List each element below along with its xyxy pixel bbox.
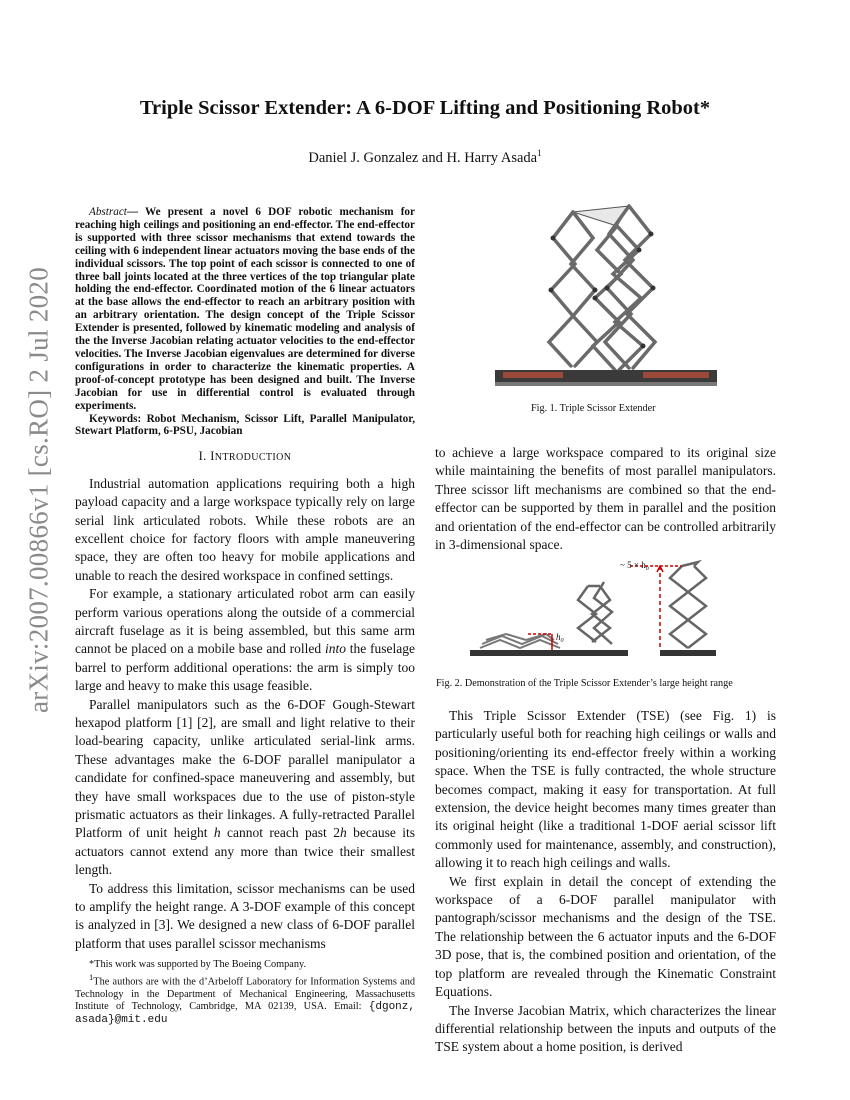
footnote-affiliation [75, 971, 415, 1025]
right-paragraph-2: We first explain in detail the concept of extending the workspace of a 6-DOF parallel manipulator with pantograph/scissor mechanisms and the design of the TSE. The relationship between the 6 actuator inputs and the 6-DOF 3D pose, that is, the combined position and orientation, of the top platform are revealed through the Kinematic Constraint Equations. [435, 873, 776, 1000]
height-range-photo [470, 556, 775, 660]
h0-label-small: $h_0$ [556, 632, 564, 644]
intro-paragraph-4: To address this limitation, scissor mechanisms can be used to amplify the height range. A 3-DOF example of this concept is analyzed in [3]. We designed a new class of 6-DOF parallel platform that uses parallel scissor mechanisms [75, 880, 415, 951]
intro-p3-part-b: cannot reach past 2 [220, 825, 340, 841]
right-column-top [435, 444, 776, 554]
figure-2-caption: Fig. 2. Demonstration of the Triple Scissor Extender’s large height range [436, 678, 733, 689]
right-column-bottom [435, 707, 776, 1057]
intro-p2-part-a: For example, a stationary articulated robot arm can easily perform various operations along the outside of a commercial aircraft fuselage as it is being assembled, but this same arm cannot be placed on a mobile base and rolled [75, 586, 415, 657]
five-h0-label: ~ $5 \times h_0$ [620, 560, 649, 572]
right-paragraph-3: The Inverse Jacobian Matrix, which characterizes the linear differential relationship between the inputs and outputs of the TSE system about a home position, is derived [435, 1002, 776, 1055]
intro-paragraph-2 [75, 585, 415, 695]
figure-1-caption: Fig. 1. Triple Scissor Extender [531, 403, 656, 414]
footnote-funding: *This work was supported by The Boeing Company. [89, 959, 307, 971]
authors-names: Daniel J. Gonzalez and H. Harry Asada [308, 149, 538, 166]
authors-affil-mark: 1 [537, 148, 542, 158]
abstract-text: — We present a novel 6 DOF robotic mechanism for reaching high ceilings and positioning an end-effector. The end-effector is supported with three scissor mechanisms that extend towards the ceiling with 6 independent linear actuators moving the base ends of the individual scissors. The top point of each scissor is connected to one of three ball joints located at the three vertices of the top triangular plate holding the end-effector. Coordinated motion of the 6 linear actuators at the base allows the end-effector to reach an arbitrary position with an arbitrary orientation. The design concept of the Triple Scissor Extender is presented, followed by kinematic modeling and analysis of the the Inverse Jacobian relating actuator velocities to the end-effector velocities. The Inverse Jacobian eigenvalues are determined for diverse configurations in order to characterize the kinematic properties. A proof-of-concept prototype has been designed and built. The Inverse Jacobian for use in differential control is evaluated through experiments. [75, 206, 415, 412]
keywords: Keywords: Robot Mechanism, Scissor Lift, Parallel Manipulator, Stewart Platform, 6-PSU, Jacobian [75, 412, 415, 438]
section-title-initial: I [210, 449, 215, 464]
intro-p2-emphasis: into [324, 641, 346, 657]
intro-p3-math-h2: h [339, 825, 347, 841]
arxiv-sidebar [14, 266, 64, 714]
abstract [75, 206, 415, 413]
section-title-rest: NTRODUCTION [214, 452, 292, 464]
intro-paragraph-1: Industrial automation applications requiring both a high payload capacity and a large workspace typically rely on large serial link articulated robots. While these robots are an excellent choice for factory floors with ample maneuvering space, they are often too heavy for mobile applications and unable to reach the desired workspace in confined settings. [75, 475, 415, 583]
intro-p3-math-h: h [213, 825, 221, 841]
triple-scissor-extender-photo [493, 198, 719, 388]
paper-authors [0, 148, 850, 167]
intro-paragraph-3 [75, 696, 415, 880]
figure-2-image [470, 556, 775, 660]
section-numeral: I. [198, 449, 207, 464]
intro-p3-part-a: Parallel manipulators such as the 6-DOF Gough-Stewart hexapod platform [1] [2], are small and light relative to their load-bearing capacity, unlike articulated serial-link arms. These advantages make the 6-DOF parallel manipulator a candidate for confined-space maneuvering and assembly, but they have small workspaces due to the use of piston-style prismatic actuators as their linkages. A fully-retracted Parallel Platform of unit height [75, 696, 415, 841]
section-heading-introduction [75, 447, 415, 467]
intro-p2-part-b: the fuselage barrel to perform additional operations: the arm is simply too large and heavy to make this usage feasible. [75, 641, 415, 694]
intro-p3-part-c: because its actuators cannot extend any more than twice their smallest length. [75, 825, 416, 878]
right-paragraph-1: This Triple Scissor Extender (TSE) (see Fig. 1) is particularly useful both for reaching high ceilings or walls and positioning/orienting its end-effector freely within a working space. When the TSE is fully contracted, the whole structure becomes compact, making it easy for transportation. At full extension, the device height becomes many times greater than its original height (like a traditional 1-DOF aerial scissor lift commonly used for maintenance, assembly, and construction), allowing it to reach high ceilings and walls. [435, 708, 776, 871]
footnote-affil-mark: 1 [89, 972, 94, 983]
footnote-email: {dgonz, asada}@mit.edu [75, 1001, 415, 1026]
left-column [75, 206, 415, 1026]
abstract-label: Abstract [89, 206, 127, 218]
paper-title: Triple Scissor Extender: A 6-DOF Lifting and Positioning Robot* [139, 97, 711, 119]
figure-1-image [493, 198, 719, 388]
right-paragraph-continued: to achieve a large workspace compared to its original size while maintaining the benefits of most parallel manipulators. Three scissor lift mechanisms are combined so that the end-effector can be supported by them in parallel and the position and orientation of the end-effector can be controlled arbitrarily in 3-dimensional space. [435, 445, 776, 553]
footnote-affil-text: The authors are with the d’Arbeloff Laboratory for Information Systems and Technology in the Department of Mechanical Engineering, Massachusetts Institute of Technology, Cambridge, MA 02139, USA. Email: [75, 976, 415, 1013]
arxiv-id: arXiv:2007.00866v1 [cs.RO] 2 Jul 2020 [23, 266, 54, 714]
